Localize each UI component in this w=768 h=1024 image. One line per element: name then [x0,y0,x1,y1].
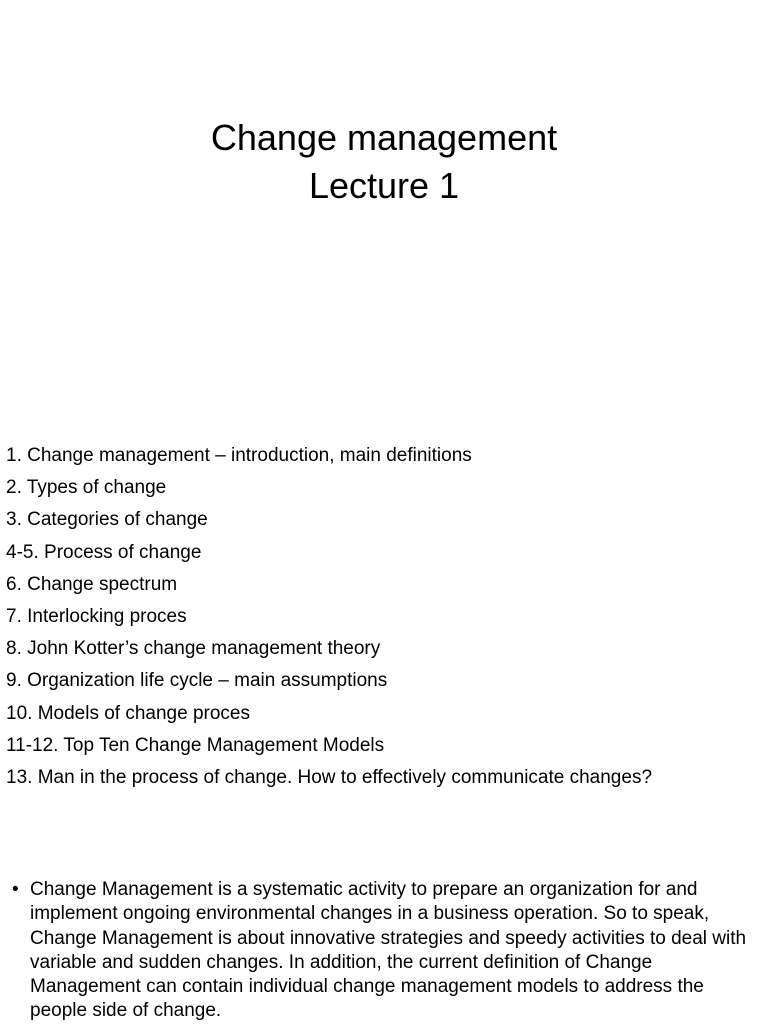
page-title [0,114,768,210]
agenda-item: 2. Types of change [6,477,167,499]
bullet-icon: • [12,879,19,900]
agenda-item: 4-5. Process of change [6,541,202,563]
agenda-item: 6. Change spectrum [6,573,178,595]
agenda-item: 3. Categories of change [6,509,208,531]
title-line-2: Lecture 1 [308,165,460,206]
definition-bullet [12,878,760,1024]
agenda-item: 8. John Kotter’s change management theory [6,638,381,660]
agenda-item: 1. Change management – introduction, main definitions [6,445,472,466]
title-line-1: Change management [210,117,558,158]
agenda-item: 13. Man in the process of change. How to effectively communicate changes? [6,767,653,789]
agenda-item: 11-12. Top Ten Change Management Models [6,734,385,756]
agenda-item: 9. Organization life cycle – main assumptions [6,670,388,692]
definition-text: Change Management is a systematic activity to prepare an organization for and implement ongoing environmental changes in a business operation. So to speak, Change Management is about innovative strategies and speedy activities to deal with variable and sudden changes. In addition, the current definition of Change Management can contain individual change management models to address the people side of change. [30,879,747,1022]
agenda-item: 10. Models of change proces [6,702,250,724]
agenda-list [6,440,652,794]
agenda-item: 7. Interlocking proces [6,606,187,628]
